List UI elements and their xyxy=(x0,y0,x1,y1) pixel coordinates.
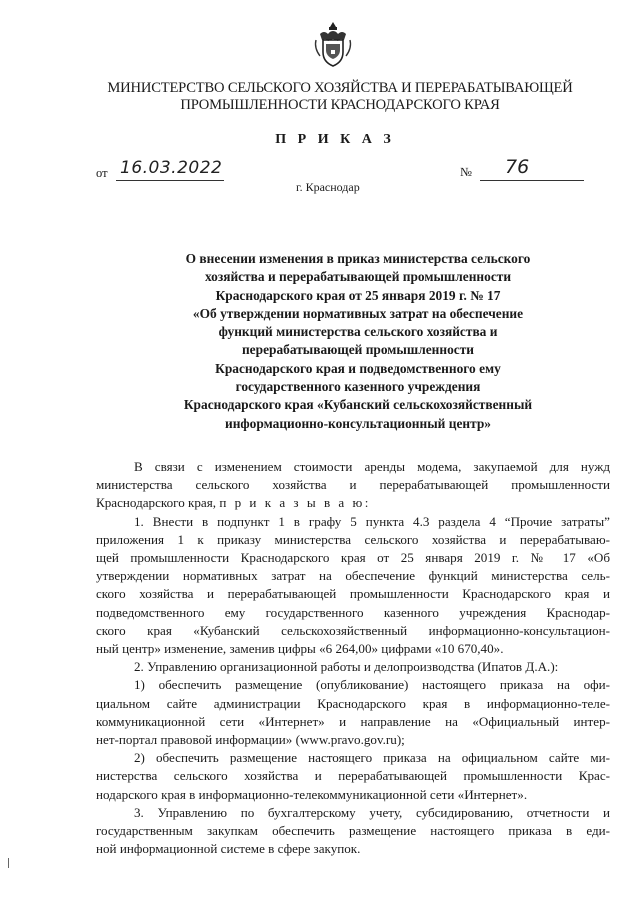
body-text: Краснодарского края, xyxy=(96,495,217,511)
heading-line: «Об утверждении нормативных затрат на обеспечение xyxy=(192,305,524,321)
body-line: нодарского края в информационно-телекоммуникационной сети «Интернет». xyxy=(96,786,528,802)
body-line: 2. Управлению организационной работы и делопроизводства (Ипатов Д.А.): xyxy=(134,659,559,675)
body-line: В связи с изменением стоимости аренды модема, закупаемой для нужд xyxy=(134,459,610,474)
body-line: циальном сайте администрации Краснодарского края в информационно-теле- xyxy=(96,695,610,711)
body-line: ной информационной системе в сфере закупок. xyxy=(96,841,361,857)
ministry-line-2: ПРОМЫШЛЕННОСТИ КРАСНОДАРСКОГО КРАЯ xyxy=(180,97,500,113)
date-underline xyxy=(116,180,224,181)
intro-paragraph xyxy=(96,458,610,513)
heading-line: государственного казенного учреждения xyxy=(235,379,481,395)
order-heading xyxy=(142,250,574,433)
body-line: коммуникационной сети «Интернет» и направление на «Официальный интер- xyxy=(96,713,610,729)
paragraph-1 xyxy=(96,513,610,659)
body-line: 2) обеспечить размещение настоящего приказа на официальном сайте ми- xyxy=(134,750,610,766)
paragraph-3 xyxy=(96,804,610,859)
body-line: утверждении нормативных затрат на обеспечение функций министерства сель- xyxy=(96,568,610,584)
number-label: № xyxy=(460,165,472,179)
body-line: ского края «Кубанский сельскохозяйственный информационно-консультацион- xyxy=(96,622,610,638)
heading-line: О внесении изменения в приказ министерства сельского xyxy=(185,251,531,266)
body-line: подведомственного ему государственного казенного учреждения Краснодар- xyxy=(96,604,610,620)
paragraph-2-1 xyxy=(96,676,610,749)
heading-line: функций министерства сельского хозяйства и xyxy=(218,324,498,340)
order-number: 76 xyxy=(505,156,530,178)
body-line: министерства сельского хозяйства и перерабатывающей промышленности xyxy=(96,477,610,493)
order-verb: п р и к а з ы в а ю: xyxy=(219,495,371,511)
order-title: П Р И К А З xyxy=(275,132,395,147)
body-line: щей промышленности Краснодарского края от 25 января 2019 г. № 17 «Об xyxy=(96,550,610,566)
body-line: ского хозяйства и перерабатывающей промышленности Краснодарского края и xyxy=(96,586,610,602)
margin-mark xyxy=(8,858,10,868)
body-line: государственным закупкам обеспечить размещение настоящего приказа в еди- xyxy=(96,823,610,839)
date-prefix: от xyxy=(96,166,108,180)
number-underline xyxy=(480,180,584,181)
heading-line: перерабатывающей промышленности xyxy=(241,342,475,358)
heading-line: хозяйства и перерабатывающей промышленности xyxy=(204,269,512,285)
heading-line: Краснодарского края и подведомственного ему xyxy=(215,360,501,376)
body-line: ный центр» изменение, заменив цифры «6 264,00» цифрами «10 670,40». xyxy=(96,641,504,657)
body-line: 1) обеспечить размещение (опубликование) настоящего приказа на офи- xyxy=(134,677,610,693)
city: г. Краснодар xyxy=(296,180,360,194)
ministry-name xyxy=(60,80,620,114)
coat-of-arms-emblem xyxy=(312,20,354,68)
paragraph-2-2 xyxy=(96,749,610,804)
heading-line: Краснодарского края «Кубанский сельскохозяйственный xyxy=(183,397,533,413)
order-body xyxy=(96,458,610,858)
body-line: нистерства сельского хозяйства и перерабатывающей промышленности Крас- xyxy=(96,768,610,784)
paragraph-2 xyxy=(96,658,610,676)
ministry-line-1: МИНИСТЕРСТВО СЕЛЬСКОГО ХОЗЯЙСТВА И ПЕРЕРАБАТЫВАЮЩЕЙ xyxy=(107,80,573,96)
body-line: 1. Внести в подпункт 1 в графу 5 пункта 4.3 раздела 4 “Прочие затраты” xyxy=(134,513,610,529)
body-line: 3. Управлению по бухгалтерскому учету, субсидированию, отчетности и xyxy=(134,804,610,820)
order-date: 16.03.2022 xyxy=(120,158,223,178)
heading-line: Краснодарского края от 25 января 2019 г. № 17 xyxy=(215,287,501,303)
body-line: приложения 1 к приказу министерства сельского хозяйства и перерабатываю- xyxy=(96,531,610,547)
body-line: нет-портал правовой информации» (www.pravo.gov.ru); xyxy=(96,732,405,748)
body-line xyxy=(96,494,610,512)
heading-line: информационно-консультационный центр» xyxy=(224,415,491,431)
